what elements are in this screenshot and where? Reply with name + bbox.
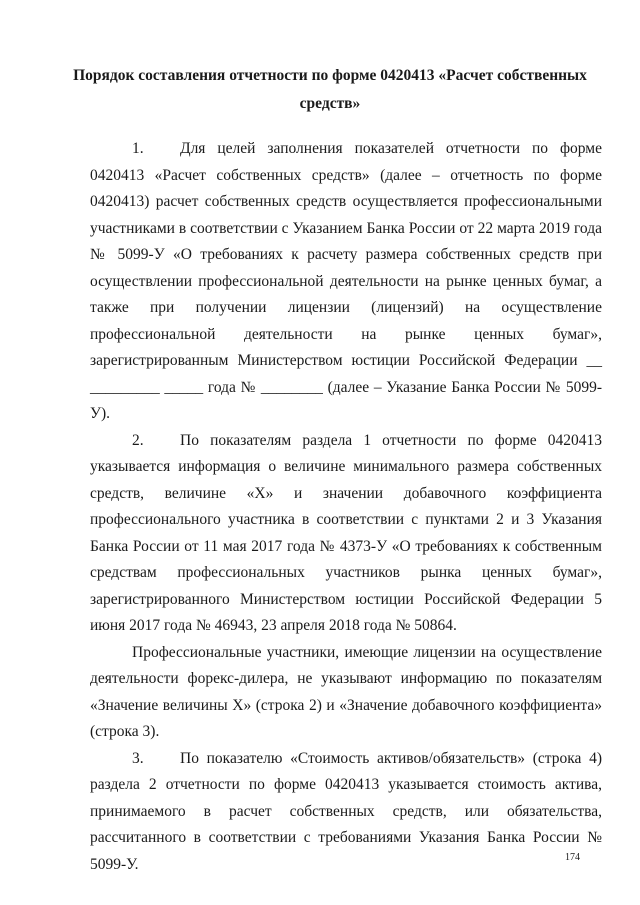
paragraph-2-continuation (90, 640, 602, 746)
paragraph-number: 1. (132, 140, 144, 157)
title-line-2: средств» (299, 95, 361, 112)
paragraph-number: 3. (132, 749, 144, 767)
paragraph-text: Для целей заполнения показателей отчетности по форме 0420413 «Расчет собственных средств» (далее – отчетность по форме 0420413) расчет собственных средств осуществляется профессиональными участниками в соответствии с Указанием Банка России от 22 марта 2019 года № 5099-У «О требованиях к расчету размера собственных средств при осуществлении профессиональной деятельности на рынке ценных бумаг, а также при получении лицензии (лицензий) на осуществление профессиональной деятельности на рынке ценных бумаг», зарегистрированным Министерством юстиции Российской Федерации __ _________ _____ года № ________ (далее – Указание Банка России № 5099-У). (90, 140, 602, 422)
title-line-1: Порядок составления отчетности по форме 0420413 «Расчет собственных (73, 67, 587, 84)
document-body (90, 136, 602, 878)
paragraph-number: 2. (132, 431, 144, 449)
document-title (60, 62, 600, 118)
paragraph-text: Профессиональные участники, имеющие лицензии на осуществление деятельности форекс-дилера, не указывают информацию по показателям «Значение величины X» (строка 2) и «Значение добавочного коэффициента» (строка 3). (90, 643, 602, 740)
paragraph-3 (90, 746, 602, 879)
paragraph-2 (90, 428, 602, 640)
paragraph-text: По показателю «Стоимость активов/обязательств» (строка 4) раздела 2 отчетности по форме 0420413 указывается стоимость актива, принимаемого в расчет собственных средств, или обязательства, рассчитанного в соответствии с требованиями Указания Банка России № 5099-У. (90, 749, 602, 873)
paragraph-text: По показателям раздела 1 отчетности по форме 0420413 указывается информация о величине минимального размера собственных средств, величине «X» и значении добавочного коэффициента профессионального участника в соответствии с пунктами 2 и 3 Указания Банка России от 11 мая 2017 года № 4373-У «О требованиях к собственным средствам профессиональных участников рынка ценных бумаг», зарегистрированного Министерством юстиции Российской Федерации 5 июня 2017 года № 46943, 23 апреля 2018 года № 50864. (90, 431, 602, 634)
page-number: 174 (565, 852, 580, 863)
paragraph-1 (90, 136, 602, 428)
